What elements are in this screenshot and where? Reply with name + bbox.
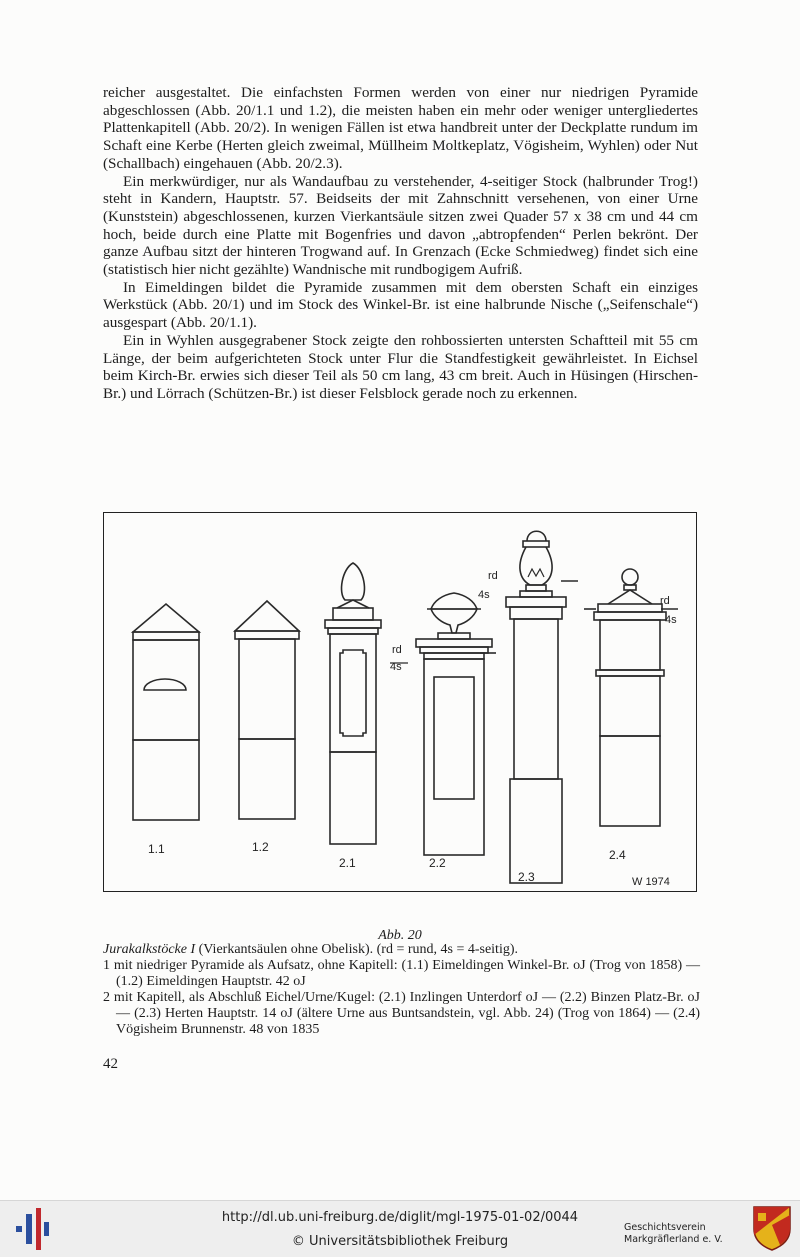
label-2-2: 2.2 bbox=[429, 856, 446, 870]
caption-item: 2 mit Kapitell, als Abschluß Eichel/Urne/Kugel: (2.1) Inzlingen Unterdorf oJ — (2.2) Binzen Platz-Br. oJ — (2.3) Herten Hauptstr. 14 oJ (ältere Urne aus Buntsandstein, vgl. Abb. 24) (Trog von 1864) — (2.4) Vögisheim Brunnenstr. 48 von 1835 bbox=[103, 990, 700, 1037]
body-text bbox=[103, 84, 698, 403]
label-2-3: 2.3 bbox=[518, 870, 535, 884]
source-url-link[interactable]: http://dl.ub.uni-freiburg.de/diglit/mgl-1975-01-02/0044 bbox=[221, 1210, 579, 1225]
label-rd-2-2: rd bbox=[392, 644, 402, 656]
label-2-1: 2.1 bbox=[339, 856, 356, 870]
figure-caption bbox=[103, 942, 700, 1038]
label-1-2: 1.2 bbox=[252, 840, 269, 854]
label-4s-2-2: 4s bbox=[390, 661, 402, 673]
society-name bbox=[624, 1222, 723, 1246]
figure-drawing bbox=[103, 512, 697, 892]
paragraph: Ein in Wyhlen ausgegrabener Stock zeigte den rohbossierten untersten Schaftteil mit 55 cm Länge, der beim aufgerichteten Stock unter Flur die Standfestigkeit gewährleistet. In Eichsel beim Kirch-Br. erwies sich dieser Teil als 50 cm lang, 43 cm breit. Auch in Hüsingen (Hirschen-Br.) und Lörrach (Schützen-Br.) ist dieser Felsblock gerade noch zu erkennen. bbox=[103, 331, 698, 402]
pillar-2-2 bbox=[416, 593, 492, 855]
page-number: 42 bbox=[103, 1056, 118, 1072]
label-rd-2-4: rd bbox=[660, 595, 670, 607]
pillar-2-1 bbox=[325, 563, 381, 844]
label-4s-2-3: 4s bbox=[478, 589, 490, 601]
caption-subtitle-rest: (Vierkantsäulen ohne Obelisk). (rd = rund, 4s = 4-seitig). bbox=[195, 942, 518, 957]
pillar-1-1 bbox=[133, 604, 199, 820]
pillar-2-4 bbox=[584, 569, 678, 826]
caption-subtitle bbox=[103, 942, 700, 958]
artist-signature: W 1974 bbox=[632, 876, 670, 888]
society-name-line1: Geschichtsverein bbox=[624, 1222, 706, 1233]
label-rd-2-3: rd bbox=[488, 570, 498, 582]
pillar-1-2 bbox=[235, 601, 299, 819]
paragraph: In Eimeldingen bildet die Pyramide zusammen mit dem obersten Schaft ein einziges Werkstück (Abb. 20/1) und im Stock des Winkel-Br. ist eine halbrunde Nische („Seifenschale“) ausgespart (Abb. 20/1.1). bbox=[103, 278, 698, 332]
society-name-line2: Markgräflerland e. V. bbox=[624, 1234, 723, 1245]
label-4s-2-4: 4s bbox=[665, 614, 677, 626]
figure-number: Abb. 20 bbox=[378, 928, 422, 943]
paragraph: Ein merkwürdiger, nur als Wandaufbau zu verstehender, 4-seitiger Stock (halbrunder Trog!) steht in Kandern, Hauptstr. 57. Beidseits der mit Zahnschnitt versehenen, von einer Urne (Kunststein) abgeschlossenen, kurzen Vierkantsäule sitzen zwei Quader 57 x 38 cm und 44 cm hoch, beide durch eine Platte mit Bogenfries und davon „abtropfenden“ Perlen bekrönt. Der ganze Aufbau sitzt der hinteren Trogwand auf. In Grenzach (Ecke Schmiedweg) findet sich eine (statistisch hier nicht gezählte) Wandnische mit rundbogigem Aufriß. bbox=[103, 172, 698, 279]
copyright-text: © Universitätsbibliothek Freiburg bbox=[291, 1234, 509, 1249]
pillar-2-3 bbox=[506, 531, 578, 883]
label-2-4: 2.4 bbox=[609, 848, 626, 862]
library-logo-icon bbox=[14, 1208, 50, 1250]
caption-subtitle-italic: Jurakalkstöcke I bbox=[103, 942, 196, 957]
label-1-1: 1.1 bbox=[148, 842, 165, 856]
coat-of-arms-icon bbox=[752, 1205, 792, 1251]
paragraph: reicher ausgestaltet. Die einfachsten Formen werden von einer nur niedrigen Pyramide abgeschlossen (Abb. 20/1.1 und 1.2), die meisten haben ein mehr oder weniger untergliedertes Plattenkapitell (Abb. 20/2). In wenigen Fällen ist etwa handbreit unter der Deckplatte rundum im Schaft eine Kerbe (Herten gleich zweimal, Müllheim Moltkeplatz, Vögisheim, Wyhlen) oder Nut (Schallbach) eingehauen (Abb. 20/2.3). bbox=[103, 84, 698, 172]
stone-pillars-drawing bbox=[104, 513, 698, 893]
caption-item: 1 mit niedriger Pyramide als Aufsatz, ohne Kapitell: (1.1) Eimeldingen Winkel-Br. oJ (Trog von 1858) — (1.2) Eimeldingen Hauptstr. 42 oJ bbox=[103, 958, 700, 989]
